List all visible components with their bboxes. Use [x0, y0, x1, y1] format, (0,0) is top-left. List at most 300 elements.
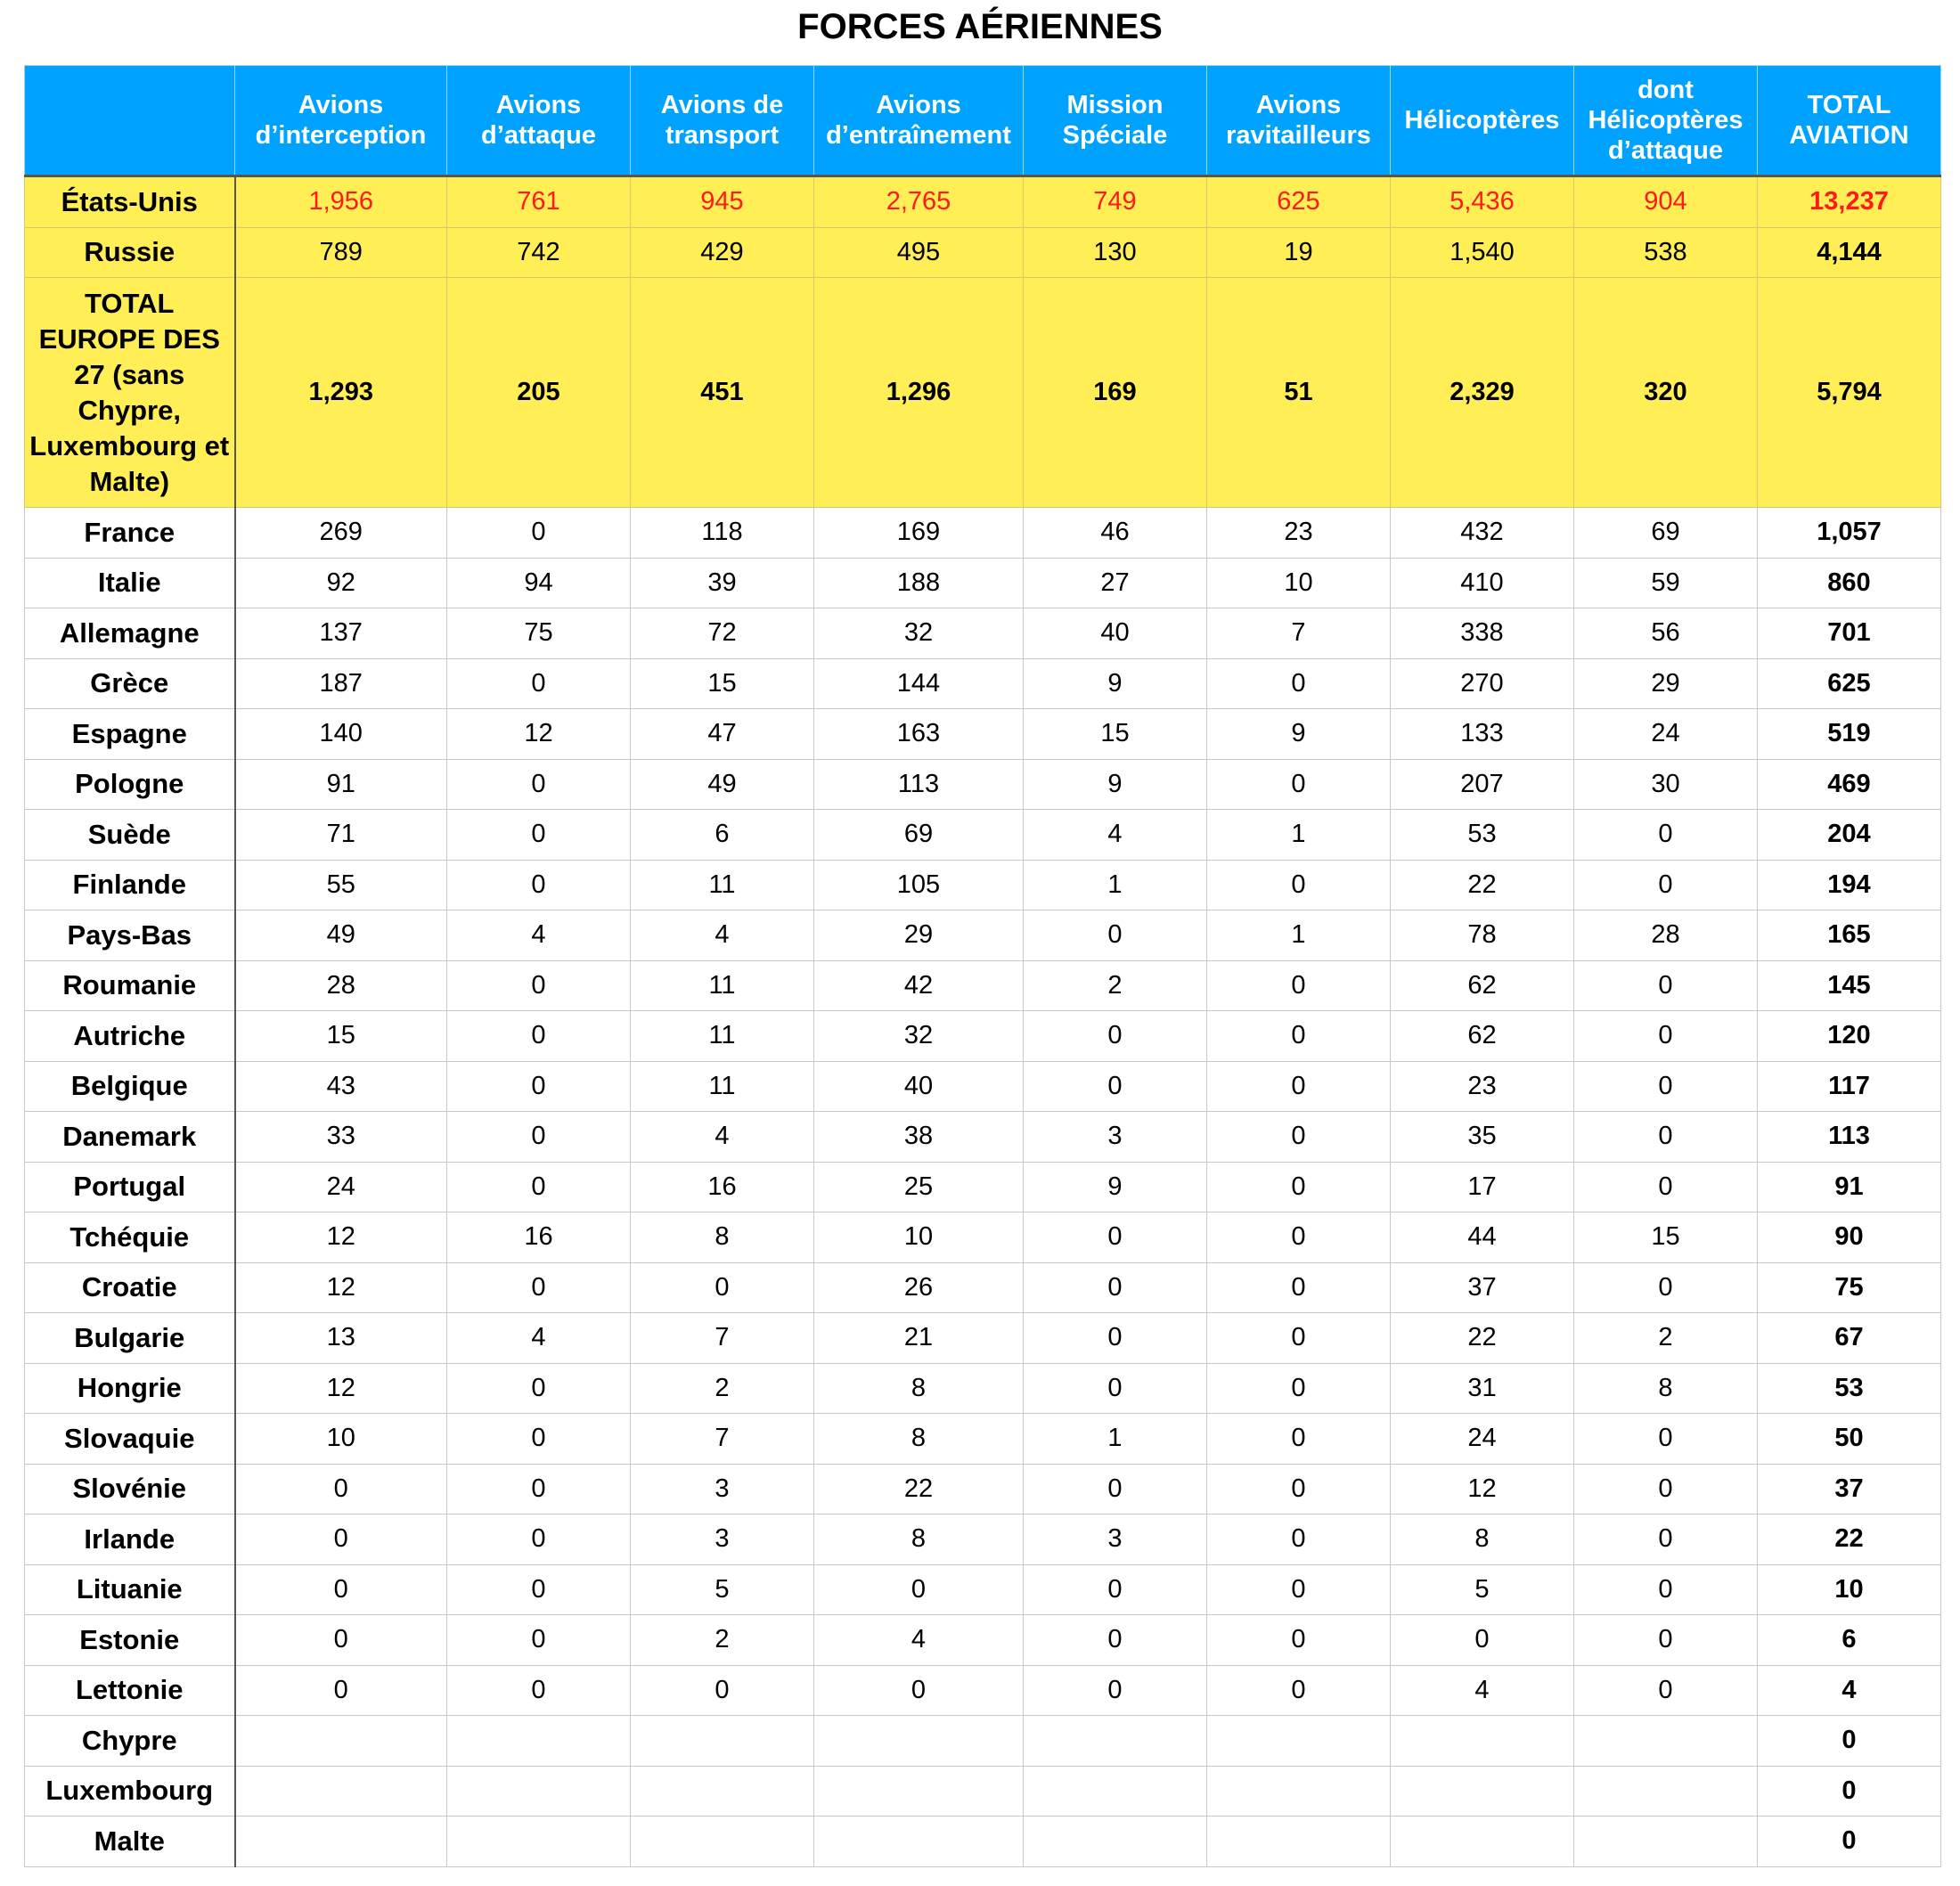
value-cell: 15 — [1574, 1212, 1758, 1263]
value-cell: 113 — [814, 759, 1024, 810]
total-cell: 0 — [1758, 1817, 1941, 1867]
value-cell: 8 — [814, 1363, 1024, 1414]
value-cell: 7 — [1207, 608, 1391, 659]
value-cell: 24 — [235, 1162, 447, 1212]
value-cell: 2 — [631, 1363, 814, 1414]
value-cell: 62 — [1391, 1011, 1574, 1062]
total-cell: 0 — [1758, 1716, 1941, 1767]
total-cell: 91 — [1758, 1162, 1941, 1212]
value-cell — [447, 1817, 631, 1867]
value-cell: 19 — [1207, 227, 1391, 278]
country-cell: Slovénie — [25, 1464, 235, 1515]
value-cell: 31 — [1391, 1363, 1574, 1414]
header-country — [25, 66, 235, 176]
table-row — [25, 1363, 1941, 1414]
value-cell — [631, 1716, 814, 1767]
value-cell — [235, 1716, 447, 1767]
value-cell: 40 — [1024, 608, 1207, 659]
value-cell: 0 — [814, 1665, 1024, 1716]
value-cell: 8 — [1391, 1515, 1574, 1565]
total-cell: 13,237 — [1758, 176, 1941, 228]
country-cell: États-Unis — [25, 176, 235, 228]
value-cell: 140 — [235, 709, 447, 760]
value-cell: 188 — [814, 558, 1024, 608]
table-row — [25, 860, 1941, 910]
value-cell: 0 — [447, 1112, 631, 1163]
value-cell: 21 — [814, 1313, 1024, 1364]
value-cell: 29 — [814, 910, 1024, 961]
value-cell: 0 — [1574, 1061, 1758, 1112]
value-cell: 133 — [1391, 709, 1574, 760]
value-cell: 0 — [235, 1464, 447, 1515]
total-cell: 67 — [1758, 1313, 1941, 1364]
country-cell: Portugal — [25, 1162, 235, 1212]
table-row — [25, 960, 1941, 1011]
value-cell: 0 — [1024, 1464, 1207, 1515]
value-cell: 1,293 — [235, 278, 447, 508]
table-row — [25, 558, 1941, 608]
value-cell — [1207, 1817, 1391, 1867]
value-cell: 8 — [814, 1414, 1024, 1465]
total-cell: 0 — [1758, 1766, 1941, 1817]
total-cell: 22 — [1758, 1515, 1941, 1565]
value-cell: 32 — [814, 608, 1024, 659]
table-row — [25, 1766, 1941, 1817]
value-cell: 2 — [631, 1615, 814, 1666]
value-cell: 0 — [447, 1061, 631, 1112]
value-cell: 35 — [1391, 1112, 1574, 1163]
value-cell: 1,296 — [814, 278, 1024, 508]
value-cell: 410 — [1391, 558, 1574, 608]
value-cell: 1 — [1024, 1414, 1207, 1465]
value-cell: 4 — [631, 1112, 814, 1163]
table-row — [25, 508, 1941, 559]
value-cell: 12 — [235, 1262, 447, 1313]
value-cell: 0 — [1207, 1665, 1391, 1716]
value-cell: 0 — [1207, 1363, 1391, 1414]
value-cell — [814, 1716, 1024, 1767]
value-cell: 11 — [631, 1061, 814, 1112]
value-cell: 0 — [1207, 1515, 1391, 1565]
value-cell: 51 — [1207, 278, 1391, 508]
value-cell: 1 — [1024, 860, 1207, 910]
column-header: Avions de transport — [631, 66, 814, 176]
value-cell: 0 — [1574, 860, 1758, 910]
column-header: dont Hélicoptères d’attaque — [1574, 66, 1758, 176]
value-cell: 0 — [1024, 1212, 1207, 1263]
table-row — [25, 658, 1941, 709]
value-cell — [1024, 1716, 1207, 1767]
value-cell: 5 — [631, 1564, 814, 1615]
value-cell: 0 — [447, 1515, 631, 1565]
value-cell: 0 — [1207, 1615, 1391, 1666]
value-cell — [631, 1817, 814, 1867]
value-cell: 0 — [447, 1363, 631, 1414]
value-cell: 169 — [814, 508, 1024, 559]
country-cell: TOTAL EUROPE DES 27 (sans Chypre, Luxembourg et Malte) — [25, 278, 235, 508]
value-cell: 0 — [235, 1615, 447, 1666]
table-body — [25, 176, 1941, 1867]
total-cell: 113 — [1758, 1112, 1941, 1163]
value-cell — [1024, 1817, 1207, 1867]
table-row — [25, 1061, 1941, 1112]
total-cell: 6 — [1758, 1615, 1941, 1666]
value-cell: 269 — [235, 508, 447, 559]
value-cell: 0 — [1574, 1564, 1758, 1615]
value-cell: 4 — [814, 1615, 1024, 1666]
value-cell: 0 — [235, 1564, 447, 1615]
value-cell: 12 — [235, 1212, 447, 1263]
value-cell: 187 — [235, 658, 447, 709]
value-cell: 1,540 — [1391, 227, 1574, 278]
value-cell: 0 — [447, 508, 631, 559]
total-cell: 1,057 — [1758, 508, 1941, 559]
total-cell: 701 — [1758, 608, 1941, 659]
value-cell: 2,765 — [814, 176, 1024, 228]
value-cell: 0 — [1207, 759, 1391, 810]
value-cell: 49 — [235, 910, 447, 961]
value-cell: 0 — [1574, 1262, 1758, 1313]
total-cell: 50 — [1758, 1414, 1941, 1465]
value-cell: 16 — [631, 1162, 814, 1212]
value-cell: 2 — [1574, 1313, 1758, 1364]
value-cell — [814, 1766, 1024, 1817]
value-cell: 3 — [1024, 1112, 1207, 1163]
value-cell — [1574, 1766, 1758, 1817]
value-cell: 26 — [814, 1262, 1024, 1313]
value-cell: 24 — [1574, 709, 1758, 760]
value-cell: 32 — [814, 1011, 1024, 1062]
country-cell: Danemark — [25, 1112, 235, 1163]
value-cell: 22 — [1391, 1313, 1574, 1364]
value-cell: 71 — [235, 810, 447, 861]
value-cell: 8 — [1574, 1363, 1758, 1414]
value-cell: 78 — [1391, 910, 1574, 961]
value-cell: 44 — [1391, 1212, 1574, 1263]
header-row — [25, 66, 1941, 176]
value-cell: 39 — [631, 558, 814, 608]
value-cell: 144 — [814, 658, 1024, 709]
value-cell: 0 — [1207, 1262, 1391, 1313]
table-row — [25, 1262, 1941, 1313]
value-cell: 0 — [1024, 1665, 1207, 1716]
value-cell: 742 — [447, 227, 631, 278]
value-cell: 0 — [1574, 1011, 1758, 1062]
total-cell: 204 — [1758, 810, 1941, 861]
table-row — [25, 1665, 1941, 1716]
table-row — [25, 278, 1941, 508]
value-cell: 0 — [1574, 1162, 1758, 1212]
value-cell: 451 — [631, 278, 814, 508]
value-cell: 59 — [1574, 558, 1758, 608]
value-cell: 0 — [1207, 1464, 1391, 1515]
value-cell: 625 — [1207, 176, 1391, 228]
table-row — [25, 1615, 1941, 1666]
table-row — [25, 1564, 1941, 1615]
value-cell: 9 — [1207, 709, 1391, 760]
value-cell: 0 — [447, 1011, 631, 1062]
table-row — [25, 1162, 1941, 1212]
value-cell: 40 — [814, 1061, 1024, 1112]
value-cell: 23 — [1391, 1061, 1574, 1112]
total-cell: 165 — [1758, 910, 1941, 961]
value-cell: 56 — [1574, 608, 1758, 659]
value-cell — [631, 1766, 814, 1817]
value-cell: 0 — [447, 810, 631, 861]
table-row — [25, 608, 1941, 659]
total-cell: 10 — [1758, 1564, 1941, 1615]
column-header: Avions d’entraînement — [814, 66, 1024, 176]
value-cell: 0 — [1207, 860, 1391, 910]
value-cell: 538 — [1574, 227, 1758, 278]
value-cell: 0 — [1207, 1061, 1391, 1112]
country-cell: Croatie — [25, 1262, 235, 1313]
country-cell: Italie — [25, 558, 235, 608]
column-header: Avions ravitailleurs — [1207, 66, 1391, 176]
country-cell: Irlande — [25, 1515, 235, 1565]
total-cell: 5,794 — [1758, 278, 1941, 508]
value-cell: 28 — [1574, 910, 1758, 961]
country-cell: Pologne — [25, 759, 235, 810]
value-cell: 15 — [235, 1011, 447, 1062]
value-cell: 749 — [1024, 176, 1207, 228]
value-cell: 37 — [1391, 1262, 1574, 1313]
country-cell: Finlande — [25, 860, 235, 910]
value-cell: 0 — [1574, 1615, 1758, 1666]
table-header — [25, 66, 1941, 176]
value-cell — [1391, 1716, 1574, 1767]
value-cell: 22 — [814, 1464, 1024, 1515]
table-row — [25, 176, 1941, 228]
value-cell: 137 — [235, 608, 447, 659]
value-cell: 0 — [1024, 1564, 1207, 1615]
value-cell: 47 — [631, 709, 814, 760]
value-cell: 0 — [447, 759, 631, 810]
value-cell: 0 — [1024, 1061, 1207, 1112]
value-cell: 25 — [814, 1162, 1024, 1212]
value-cell — [1574, 1716, 1758, 1767]
value-cell: 130 — [1024, 227, 1207, 278]
value-cell: 0 — [1024, 1363, 1207, 1414]
value-cell — [1024, 1766, 1207, 1817]
value-cell: 11 — [631, 1011, 814, 1062]
country-cell: Hongrie — [25, 1363, 235, 1414]
value-cell: 15 — [631, 658, 814, 709]
column-header: Avions d’attaque — [447, 66, 631, 176]
country-cell: Grèce — [25, 658, 235, 709]
value-cell: 0 — [447, 1564, 631, 1615]
air-forces-table — [24, 65, 1941, 1867]
value-cell: 12 — [235, 1363, 447, 1414]
total-cell: 53 — [1758, 1363, 1941, 1414]
value-cell: 0 — [447, 1162, 631, 1212]
country-cell: Pays-Bas — [25, 910, 235, 961]
value-cell: 0 — [1207, 1212, 1391, 1263]
value-cell: 0 — [1207, 1112, 1391, 1163]
table-row — [25, 910, 1941, 961]
value-cell: 42 — [814, 960, 1024, 1011]
value-cell: 53 — [1391, 810, 1574, 861]
total-cell: 120 — [1758, 1011, 1941, 1062]
value-cell — [1391, 1817, 1574, 1867]
value-cell: 789 — [235, 227, 447, 278]
value-cell: 28 — [235, 960, 447, 1011]
value-cell: 169 — [1024, 278, 1207, 508]
column-header: Hélicoptères — [1391, 66, 1574, 176]
value-cell: 0 — [1024, 1011, 1207, 1062]
value-cell: 9 — [1024, 658, 1207, 709]
value-cell: 4 — [447, 910, 631, 961]
table-row — [25, 759, 1941, 810]
value-cell: 72 — [631, 608, 814, 659]
total-cell: 469 — [1758, 759, 1941, 810]
value-cell: 0 — [1207, 1313, 1391, 1364]
total-cell: 194 — [1758, 860, 1941, 910]
value-cell: 945 — [631, 176, 814, 228]
value-cell: 55 — [235, 860, 447, 910]
country-cell: Belgique — [25, 1061, 235, 1112]
country-cell: Allemagne — [25, 608, 235, 659]
value-cell: 205 — [447, 278, 631, 508]
total-cell: 4 — [1758, 1665, 1941, 1716]
total-cell: 625 — [1758, 658, 1941, 709]
value-cell: 270 — [1391, 658, 1574, 709]
value-cell: 0 — [1024, 1615, 1207, 1666]
value-cell: 0 — [447, 860, 631, 910]
value-cell: 1 — [1207, 910, 1391, 961]
value-cell: 0 — [447, 658, 631, 709]
value-cell: 118 — [631, 508, 814, 559]
country-cell: Espagne — [25, 709, 235, 760]
total-cell: 860 — [1758, 558, 1941, 608]
column-header: Avions d’interception — [235, 66, 447, 176]
value-cell — [447, 1766, 631, 1817]
table-row — [25, 1716, 1941, 1767]
value-cell: 10 — [814, 1212, 1024, 1263]
value-cell: 0 — [1207, 1162, 1391, 1212]
table-row — [25, 1212, 1941, 1263]
value-cell: 12 — [447, 709, 631, 760]
value-cell: 46 — [1024, 508, 1207, 559]
table-row — [25, 227, 1941, 278]
value-cell: 16 — [447, 1212, 631, 1263]
value-cell: 0 — [1574, 1464, 1758, 1515]
value-cell: 69 — [814, 810, 1024, 861]
value-cell: 9 — [1024, 1162, 1207, 1212]
country-cell: Malte — [25, 1817, 235, 1867]
value-cell: 0 — [447, 1615, 631, 1666]
country-cell: Russie — [25, 227, 235, 278]
value-cell: 33 — [235, 1112, 447, 1163]
value-cell: 24 — [1391, 1414, 1574, 1465]
country-cell: France — [25, 508, 235, 559]
value-cell: 5,436 — [1391, 176, 1574, 228]
value-cell: 10 — [235, 1414, 447, 1465]
value-cell — [1574, 1817, 1758, 1867]
value-cell: 0 — [447, 1665, 631, 1716]
value-cell: 0 — [1574, 960, 1758, 1011]
country-cell: Slovaquie — [25, 1414, 235, 1465]
total-cell: 90 — [1758, 1212, 1941, 1263]
value-cell: 62 — [1391, 960, 1574, 1011]
country-cell: Suède — [25, 810, 235, 861]
value-cell: 0 — [235, 1515, 447, 1565]
value-cell: 0 — [1207, 658, 1391, 709]
value-cell: 0 — [447, 1414, 631, 1465]
value-cell: 94 — [447, 558, 631, 608]
value-cell: 12 — [1391, 1464, 1574, 1515]
total-cell: 75 — [1758, 1262, 1941, 1313]
value-cell: 0 — [1574, 1414, 1758, 1465]
value-cell: 11 — [631, 960, 814, 1011]
value-cell: 320 — [1574, 278, 1758, 508]
value-cell: 429 — [631, 227, 814, 278]
value-cell — [1207, 1766, 1391, 1817]
table-row — [25, 1515, 1941, 1565]
value-cell: 495 — [814, 227, 1024, 278]
value-cell: 17 — [1391, 1162, 1574, 1212]
value-cell: 11 — [631, 860, 814, 910]
value-cell: 0 — [1574, 1515, 1758, 1565]
value-cell: 2 — [1024, 960, 1207, 1011]
value-cell: 30 — [1574, 759, 1758, 810]
value-cell: 23 — [1207, 508, 1391, 559]
value-cell: 0 — [1207, 1564, 1391, 1615]
value-cell — [235, 1817, 447, 1867]
table-row — [25, 1112, 1941, 1163]
value-cell: 69 — [1574, 508, 1758, 559]
value-cell: 904 — [1574, 176, 1758, 228]
value-cell: 163 — [814, 709, 1024, 760]
value-cell: 7 — [631, 1313, 814, 1364]
value-cell: 4 — [1391, 1665, 1574, 1716]
value-cell — [235, 1766, 447, 1817]
country-cell: Roumanie — [25, 960, 235, 1011]
table-row — [25, 1817, 1941, 1867]
value-cell: 1,956 — [235, 176, 447, 228]
total-cell: 519 — [1758, 709, 1941, 760]
value-cell: 432 — [1391, 508, 1574, 559]
value-cell: 8 — [814, 1515, 1024, 1565]
value-cell: 0 — [814, 1564, 1024, 1615]
value-cell: 43 — [235, 1061, 447, 1112]
value-cell: 2,329 — [1391, 278, 1574, 508]
value-cell: 4 — [447, 1313, 631, 1364]
country-cell: Tchéquie — [25, 1212, 235, 1263]
value-cell: 22 — [1391, 860, 1574, 910]
value-cell: 49 — [631, 759, 814, 810]
value-cell: 1 — [1207, 810, 1391, 861]
column-header: Mission Spéciale — [1024, 66, 1207, 176]
value-cell: 0 — [447, 1262, 631, 1313]
country-cell: Lituanie — [25, 1564, 235, 1615]
value-cell: 0 — [447, 960, 631, 1011]
value-cell: 7 — [631, 1414, 814, 1465]
table-row — [25, 1011, 1941, 1062]
value-cell: 207 — [1391, 759, 1574, 810]
value-cell: 0 — [1207, 1414, 1391, 1465]
table-row — [25, 1464, 1941, 1515]
value-cell: 0 — [631, 1665, 814, 1716]
value-cell — [814, 1817, 1024, 1867]
value-cell: 3 — [1024, 1515, 1207, 1565]
value-cell: 0 — [1207, 960, 1391, 1011]
table-row — [25, 1414, 1941, 1465]
value-cell: 0 — [1574, 1665, 1758, 1716]
total-cell: 37 — [1758, 1464, 1941, 1515]
country-cell: Lettonie — [25, 1665, 235, 1716]
country-cell: Estonie — [25, 1615, 235, 1666]
